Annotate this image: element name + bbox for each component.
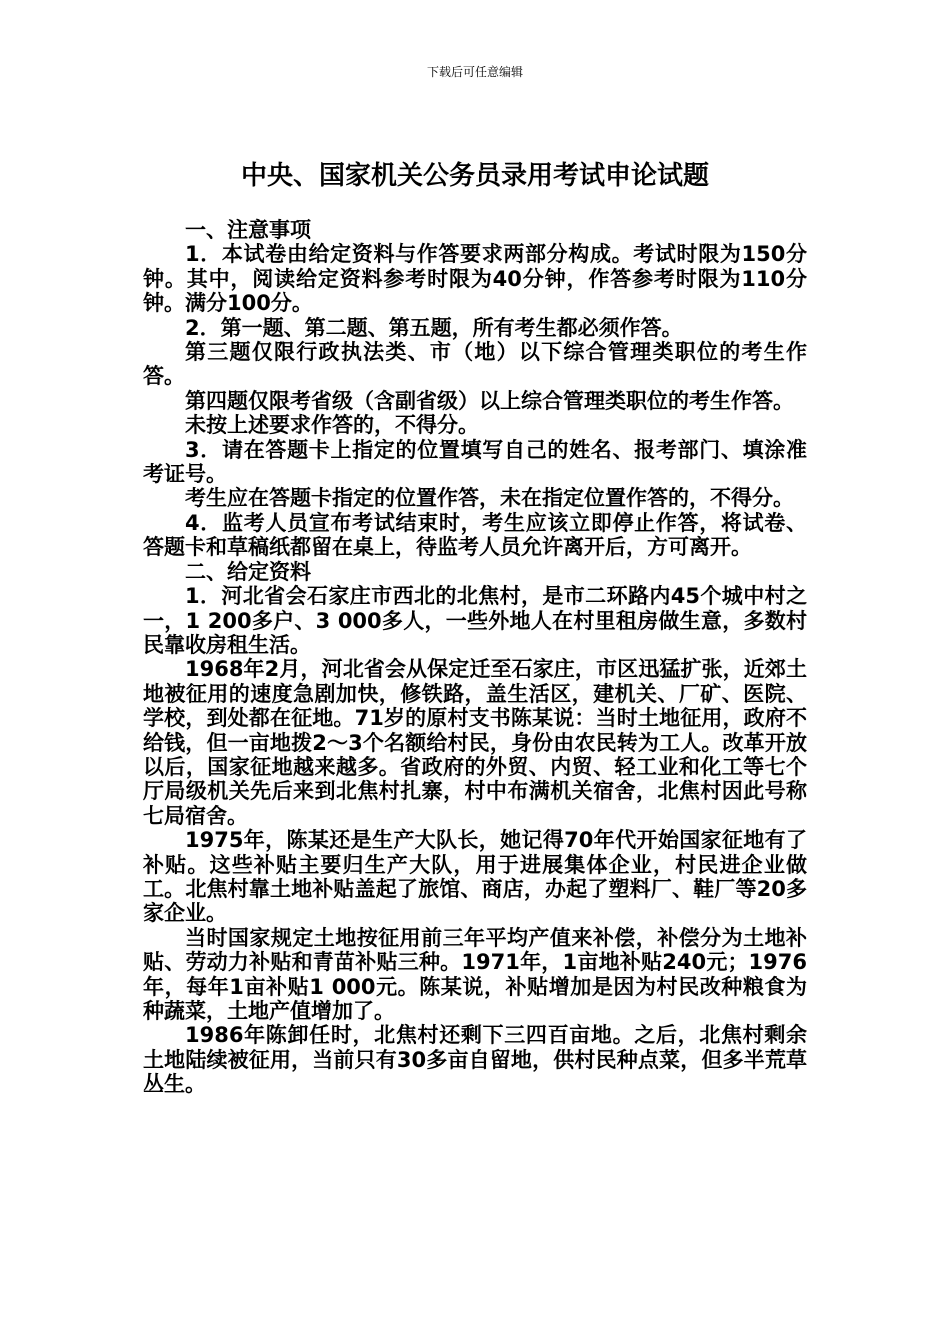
paragraph: 当时国家规定土地按征用前三年平均产值来补偿，补偿分为土地补贴、劳动力补贴和青苗补贴三种。1971年，1亩地补贴240元；1976年，每年1亩补贴1 000元。陈某说，补贴增加是因为村民改种粮食为种蔬菜，土地产值增加了。 (143, 925, 807, 1023)
paragraph: 1975年，陈某还是生产大队长，她记得70年代开始国家征地有了补贴。这些补贴主要归生产大队，用于进展集体企业，村民进企业做工。北焦村靠土地补贴盖起了旅馆、商店，办起了塑料厂、鞋厂等20多家企业。 (143, 828, 807, 926)
paragraph: 第三题仅限行政执法类、市（地）以下综合管理类职位的考生作答。 (143, 340, 807, 389)
paragraph: 1986年陈卸任时，北焦村还剩下三四百亩地。之后，北焦村剩余土地陆续被征用，当前只有30多亩自留地，供村民种点菜，但多半荒草丛生。 (143, 1023, 807, 1097)
paragraph: 2．第一题、第二题、第五题，所有考生都必须作答。 (185, 315, 683, 340)
document-body (143, 218, 807, 1097)
paragraph: 1．本试卷由给定资料与作答要求两部分构成。考试时限为150分钟。其中，阅读给定资料参考时限为40分钟，作答参考时限为110分钟。满分100分。 (143, 242, 807, 316)
section-heading-materials: 二、给定资料 (185, 559, 311, 584)
paragraph: 4．监考人员宣布考试结束时，考生应该立即停止作答，将试卷、答题卡和草稿纸都留在桌上，待监考人员允许离开后，方可离开。 (143, 510, 807, 560)
page-header-note: 下载后可任意编辑 (426, 65, 523, 79)
paragraph: 考生应在答题卡指定的位置作答，未在指定位置作答的，不得分。 (185, 486, 794, 511)
section-heading-notes: 一、注意事项 (185, 218, 311, 242)
paragraph: 1．河北省会石家庄市西北的北焦村，是市二环路内45个城中村之一，1 200多户、3 000多人，一些外地人在村里租房做生意，多数村民靠收房租生活。 (143, 584, 807, 657)
paragraph: 未按上述要求作答的，不得分。 (185, 413, 479, 438)
document-title: 中央、国家机关公务员录用考试申论试题 (240, 161, 709, 191)
paragraph: 1968年2月，河北省会从保定迁至石家庄，市区迅猛扩张，近郊土地被征用的速度急剧加快，修铁路，盖生活区，建机关、厂矿、医院、学校，到处都在征地。71岁的原村支书陈某说：当时土地征用，政府不给钱，但一亩地拨2～3个名额给村民，身份由农民转为工人。改革开放以后，国家征地越来越多。省政府的外贸、内贸、轻工业和化工等七个厅局级机关先后来到北焦村扎寨，村中布满机关宿舍，北焦村因此号称七局宿舍。 (143, 657, 807, 828)
paragraph: 3．请在答题卡上指定的位置填写自己的姓名、报考部门、填涂准考证号。 (143, 437, 807, 487)
paragraph: 第四题仅限考省级（含副省级）以上综合管理类职位的考生作答。 (185, 388, 794, 413)
